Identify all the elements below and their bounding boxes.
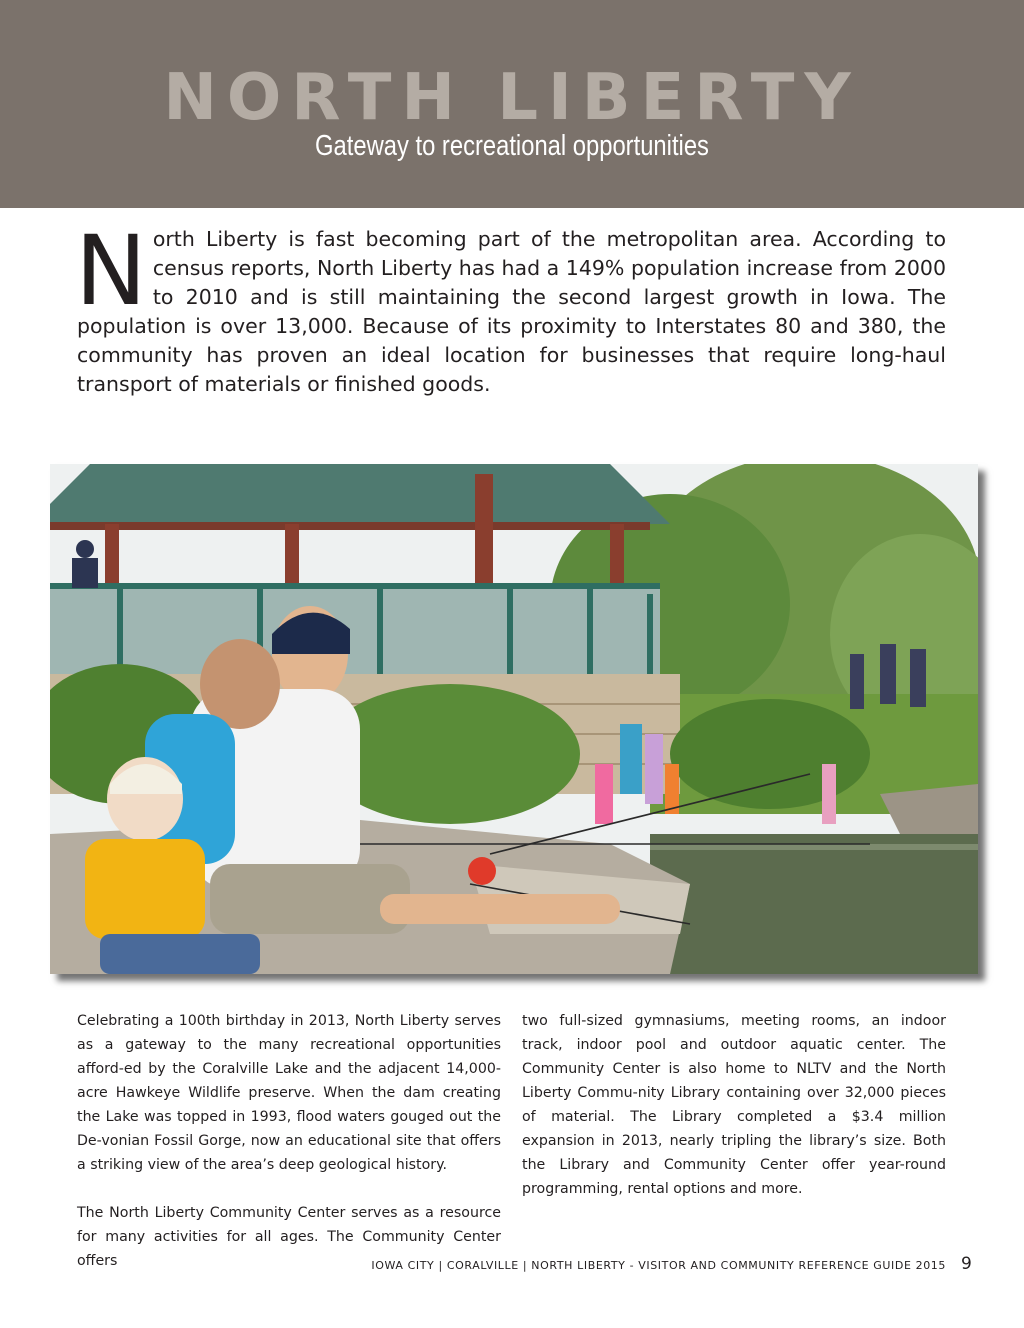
drop-cap: N — [75, 215, 147, 327]
intro-text: orth Liberty is fast becoming part of the metropolitan area. According to census reports, North Liberty has had a 149% population increase from 2000 to 2010 and is still maintaining the second largest growth in Iowa. The population is over 13,000. Because of its proximity to Interstates 80 and 380, the community has proven an ideal location for businesses that require long-haul transport of materials or finished goods. — [77, 227, 946, 396]
text-column-left — [77, 1009, 501, 1297]
lake-fishing-photo — [50, 464, 978, 974]
footer-guide-title: IOWA CITY | CORALVILLE | NORTH LIBERTY - VISITOR AND COMMUNITY REFERENCE GUIDE 2015 — [371, 1259, 946, 1272]
page-number: 9 — [961, 1254, 972, 1274]
page-subtitle: Gateway to recreational opportunities — [315, 130, 709, 162]
photo-illustration — [50, 464, 978, 974]
page-title: NORTH LIBERTY — [163, 61, 861, 135]
paragraph-birthday: Celebrating a 100th birthday in 2013, North Liberty serves as a gateway to the many recreational opportunities afford-ed by the Coralville Lake and the adjacent 14,000-acre Hawkeye Wildlife preserve. When the dam creating the Lake was topped in 1993, flood waters gouged out the De-vonian Fossil Gorge, now an educational site that offers a striking view of the area’s deep geological history. — [77, 1013, 501, 1173]
header-banner — [0, 0, 1024, 208]
text-column-right — [522, 1009, 946, 1225]
intro-paragraph — [75, 215, 946, 399]
paragraph-facilities: two full-sized gymnasiums, meeting rooms, an indoor track, indoor pool and outdoor aquatic center. The Community Center is also home to NLTV and the North Liberty Commu-nity Library containing over 32,000 pieces of material. The Library completed a $3.4 million expansion in 2013, nearly tripling the library’s size. Both the Library and Community Center offer year-round programming, rental options and more. — [522, 1013, 946, 1197]
paragraph-community-center: The North Liberty Community Center serves as a resource for many activities for all ages. The Community Center offers — [77, 1205, 501, 1269]
